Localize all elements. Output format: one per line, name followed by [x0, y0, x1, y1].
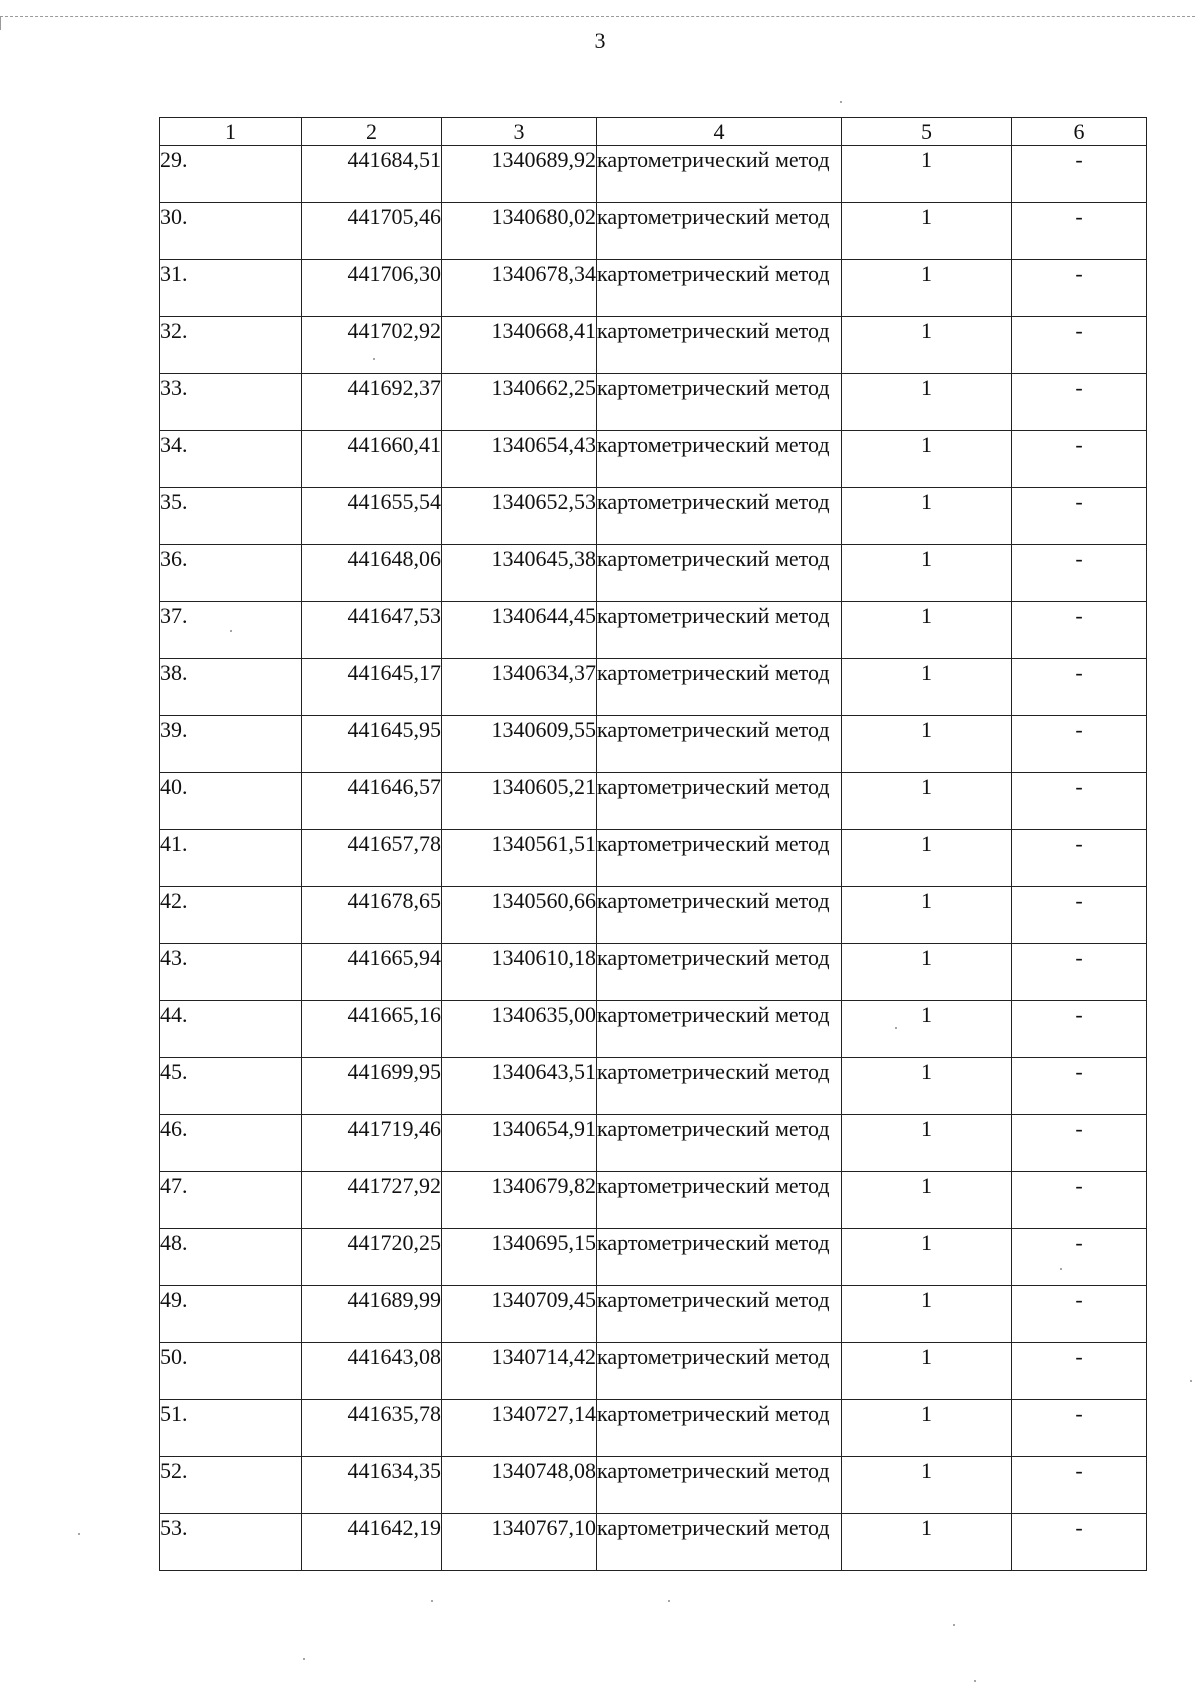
point-number: 47. — [160, 1172, 302, 1229]
point-number: 36. — [160, 545, 302, 602]
coordinate-x: 441645,95 — [302, 716, 442, 773]
accuracy-value: 1 — [842, 317, 1012, 374]
point-number: 49. — [160, 1286, 302, 1343]
coordinate-y: 1340643,51 — [442, 1058, 597, 1115]
determination-method: картометрический метод — [597, 146, 842, 203]
table-row — [160, 1229, 1147, 1286]
point-number: 42. — [160, 887, 302, 944]
accuracy-value: 1 — [842, 1514, 1012, 1571]
determination-method: картометрический метод — [597, 1457, 842, 1514]
table-row — [160, 659, 1147, 716]
accuracy-value: 1 — [842, 944, 1012, 1001]
coordinates-table — [159, 117, 1147, 1571]
table-row — [160, 887, 1147, 944]
accuracy-value: 1 — [842, 374, 1012, 431]
accuracy-value: 1 — [842, 716, 1012, 773]
determination-method: картометрический метод — [597, 431, 842, 488]
table-row — [160, 488, 1147, 545]
coordinate-y: 1340609,55 — [442, 716, 597, 773]
accuracy-value: 1 — [842, 260, 1012, 317]
scan-speck — [373, 358, 375, 360]
scan-speck — [668, 1600, 670, 1602]
table-row — [160, 203, 1147, 260]
scan-speck — [953, 1624, 955, 1626]
coordinate-x: 441657,78 — [302, 830, 442, 887]
note-value: - — [1012, 1457, 1147, 1514]
coordinate-y: 1340727,14 — [442, 1400, 597, 1457]
determination-method: картометрический метод — [597, 545, 842, 602]
coordinate-x: 441634,35 — [302, 1457, 442, 1514]
note-value: - — [1012, 545, 1147, 602]
coordinate-x: 441727,92 — [302, 1172, 442, 1229]
coordinate-y: 1340689,92 — [442, 146, 597, 203]
coordinate-y: 1340610,18 — [442, 944, 597, 1001]
coordinate-x: 441702,92 — [302, 317, 442, 374]
coordinate-y: 1340560,66 — [442, 887, 597, 944]
coordinate-x: 441705,46 — [302, 203, 442, 260]
accuracy-value: 1 — [842, 602, 1012, 659]
coordinate-y: 1340678,34 — [442, 260, 597, 317]
note-value: - — [1012, 260, 1147, 317]
determination-method: картометрический метод — [597, 374, 842, 431]
note-value: - — [1012, 203, 1147, 260]
note-value: - — [1012, 1115, 1147, 1172]
scan-speck — [895, 1027, 897, 1029]
point-number: 39. — [160, 716, 302, 773]
coordinate-y: 1340654,43 — [442, 431, 597, 488]
table-row — [160, 1457, 1147, 1514]
determination-method: картометрический метод — [597, 716, 842, 773]
note-value: - — [1012, 1229, 1147, 1286]
point-number: 31. — [160, 260, 302, 317]
note-value: - — [1012, 317, 1147, 374]
accuracy-value: 1 — [842, 488, 1012, 545]
scan-speck — [431, 1600, 433, 1602]
coordinate-x: 441647,53 — [302, 602, 442, 659]
accuracy-value: 1 — [842, 1058, 1012, 1115]
point-number: 30. — [160, 203, 302, 260]
coordinate-y: 1340679,82 — [442, 1172, 597, 1229]
point-number: 52. — [160, 1457, 302, 1514]
table-row — [160, 1514, 1147, 1571]
coordinate-y: 1340714,42 — [442, 1343, 597, 1400]
coordinate-x: 441699,95 — [302, 1058, 442, 1115]
coordinate-y: 1340654,91 — [442, 1115, 597, 1172]
note-value: - — [1012, 602, 1147, 659]
scan-speck — [840, 101, 842, 103]
determination-method: картометрический метод — [597, 1172, 842, 1229]
column-header-3: 3 — [442, 118, 597, 146]
point-number: 44. — [160, 1001, 302, 1058]
coordinate-x: 441660,41 — [302, 431, 442, 488]
point-number: 51. — [160, 1400, 302, 1457]
table-row — [160, 1400, 1147, 1457]
note-value: - — [1012, 773, 1147, 830]
point-number: 50. — [160, 1343, 302, 1400]
accuracy-value: 1 — [842, 1172, 1012, 1229]
determination-method: картометрический метод — [597, 887, 842, 944]
coordinate-x: 441706,30 — [302, 260, 442, 317]
accuracy-value: 1 — [842, 203, 1012, 260]
scan-speck — [1190, 1380, 1192, 1382]
note-value: - — [1012, 1058, 1147, 1115]
point-number: 48. — [160, 1229, 302, 1286]
determination-method: картометрический метод — [597, 203, 842, 260]
note-value: - — [1012, 1400, 1147, 1457]
header-row — [160, 118, 1147, 146]
point-number: 45. — [160, 1058, 302, 1115]
table-row — [160, 716, 1147, 773]
column-header-5: 5 — [842, 118, 1012, 146]
determination-method: картометрический метод — [597, 1229, 842, 1286]
note-value: - — [1012, 431, 1147, 488]
determination-method: картометрический метод — [597, 1286, 842, 1343]
coordinate-y: 1340767,10 — [442, 1514, 597, 1571]
column-header-2: 2 — [302, 118, 442, 146]
coordinate-y: 1340634,37 — [442, 659, 597, 716]
note-value: - — [1012, 146, 1147, 203]
coordinate-x: 441689,99 — [302, 1286, 442, 1343]
accuracy-value: 1 — [842, 1457, 1012, 1514]
accuracy-value: 1 — [842, 1115, 1012, 1172]
accuracy-value: 1 — [842, 545, 1012, 602]
determination-method: картометрический метод — [597, 1001, 842, 1058]
table-row — [160, 431, 1147, 488]
coordinate-x: 441655,54 — [302, 488, 442, 545]
determination-method: картометрический метод — [597, 1343, 842, 1400]
point-number: 32. — [160, 317, 302, 374]
coordinate-x: 441642,19 — [302, 1514, 442, 1571]
table-header — [160, 118, 1147, 146]
note-value: - — [1012, 659, 1147, 716]
accuracy-value: 1 — [842, 773, 1012, 830]
determination-method: картометрический метод — [597, 1514, 842, 1571]
coordinate-x: 441665,94 — [302, 944, 442, 1001]
point-number: 43. — [160, 944, 302, 1001]
accuracy-value: 1 — [842, 1229, 1012, 1286]
table-row — [160, 146, 1147, 203]
accuracy-value: 1 — [842, 659, 1012, 716]
determination-method: картометрический метод — [597, 659, 842, 716]
determination-method: картометрический метод — [597, 1115, 842, 1172]
point-number: 41. — [160, 830, 302, 887]
point-number: 29. — [160, 146, 302, 203]
determination-method: картометрический метод — [597, 1400, 842, 1457]
coordinate-y: 1340709,45 — [442, 1286, 597, 1343]
determination-method: картометрический метод — [597, 773, 842, 830]
note-value: - — [1012, 488, 1147, 545]
note-value: - — [1012, 944, 1147, 1001]
coordinate-x: 441648,06 — [302, 545, 442, 602]
coordinate-x: 441720,25 — [302, 1229, 442, 1286]
accuracy-value: 1 — [842, 146, 1012, 203]
table-row — [160, 602, 1147, 659]
note-value: - — [1012, 1514, 1147, 1571]
table-row — [160, 773, 1147, 830]
note-value: - — [1012, 716, 1147, 773]
scan-speck — [78, 1533, 80, 1535]
table-row — [160, 545, 1147, 602]
note-value: - — [1012, 1343, 1147, 1400]
table-row — [160, 260, 1147, 317]
coordinate-x: 441719,46 — [302, 1115, 442, 1172]
determination-method: картометрический метод — [597, 317, 842, 374]
table-row — [160, 1058, 1147, 1115]
coordinate-y: 1340605,21 — [442, 773, 597, 830]
column-header-1: 1 — [160, 118, 302, 146]
coordinate-x: 441665,16 — [302, 1001, 442, 1058]
scan-speck — [1060, 1268, 1062, 1270]
accuracy-value: 1 — [842, 1343, 1012, 1400]
point-number: 53. — [160, 1514, 302, 1571]
coordinate-y: 1340662,25 — [442, 374, 597, 431]
table-row — [160, 944, 1147, 1001]
point-number: 34. — [160, 431, 302, 488]
coordinate-y: 1340561,51 — [442, 830, 597, 887]
determination-method: картометрический метод — [597, 602, 842, 659]
table-row — [160, 317, 1147, 374]
determination-method: картометрический метод — [597, 944, 842, 1001]
point-number: 40. — [160, 773, 302, 830]
page-number: 3 — [594, 28, 606, 53]
coordinate-y: 1340695,15 — [442, 1229, 597, 1286]
coordinate-x: 441645,17 — [302, 659, 442, 716]
accuracy-value: 1 — [842, 1286, 1012, 1343]
coordinate-y: 1340680,02 — [442, 203, 597, 260]
note-value: - — [1012, 1001, 1147, 1058]
note-value: - — [1012, 374, 1147, 431]
determination-method: картометрический метод — [597, 488, 842, 545]
accuracy-value: 1 — [842, 830, 1012, 887]
table-row — [160, 1286, 1147, 1343]
accuracy-value: 1 — [842, 1001, 1012, 1058]
coordinate-y: 1340748,08 — [442, 1457, 597, 1514]
coordinate-x: 441643,08 — [302, 1343, 442, 1400]
point-number: 37. — [160, 602, 302, 659]
coordinate-x: 441692,37 — [302, 374, 442, 431]
note-value: - — [1012, 887, 1147, 944]
table-body — [160, 146, 1147, 1571]
note-value: - — [1012, 1172, 1147, 1229]
accuracy-value: 1 — [842, 887, 1012, 944]
coordinate-x: 441684,51 — [302, 146, 442, 203]
scan-speck — [230, 630, 232, 632]
note-value: - — [1012, 830, 1147, 887]
table-row — [160, 1115, 1147, 1172]
determination-method: картометрический метод — [597, 260, 842, 317]
accuracy-value: 1 — [842, 431, 1012, 488]
column-header-4: 4 — [597, 118, 842, 146]
scan-top-border — [0, 16, 1195, 17]
coordinate-x: 441635,78 — [302, 1400, 442, 1457]
coordinate-y: 1340652,53 — [442, 488, 597, 545]
column-header-6: 6 — [1012, 118, 1147, 146]
point-number: 35. — [160, 488, 302, 545]
table-row — [160, 1172, 1147, 1229]
point-number: 46. — [160, 1115, 302, 1172]
point-number: 33. — [160, 374, 302, 431]
determination-method: картометрический метод — [597, 830, 842, 887]
determination-method: картометрический метод — [597, 1058, 842, 1115]
scan-speck — [974, 1680, 976, 1682]
point-number: 38. — [160, 659, 302, 716]
coordinate-y: 1340668,41 — [442, 317, 597, 374]
table-row — [160, 1343, 1147, 1400]
coordinate-y: 1340644,45 — [442, 602, 597, 659]
scan-speck — [303, 1658, 305, 1660]
table-row — [160, 374, 1147, 431]
table-row — [160, 1001, 1147, 1058]
table-row — [160, 830, 1147, 887]
coordinate-y: 1340635,00 — [442, 1001, 597, 1058]
accuracy-value: 1 — [842, 1400, 1012, 1457]
coordinate-x: 441646,57 — [302, 773, 442, 830]
note-value: - — [1012, 1286, 1147, 1343]
coordinate-x: 441678,65 — [302, 887, 442, 944]
coordinate-y: 1340645,38 — [442, 545, 597, 602]
